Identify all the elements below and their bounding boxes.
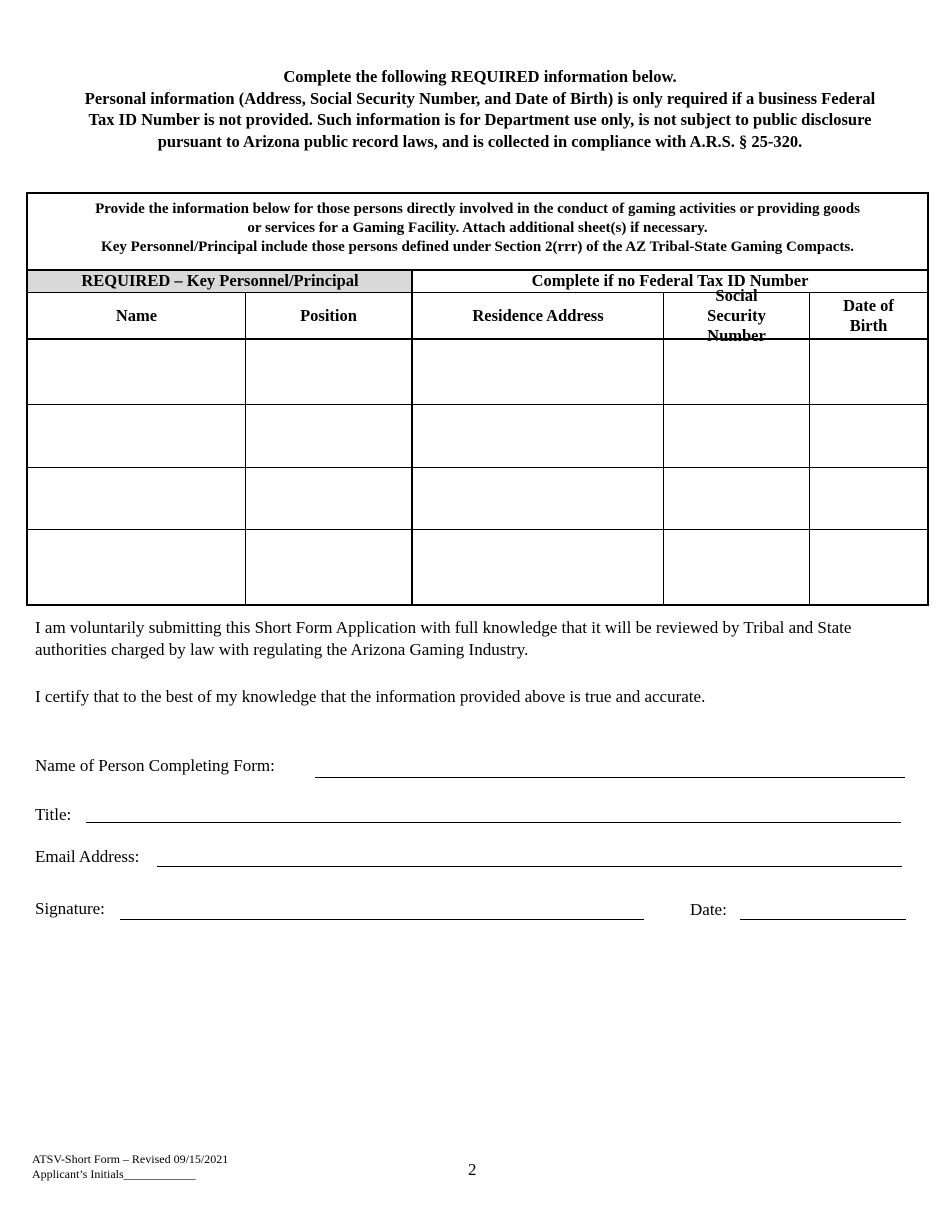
footer-form-id: ATSV-Short Form – Revised 09/15/2021 xyxy=(32,1152,229,1166)
title-field-line[interactable] xyxy=(86,822,901,823)
column-header-name: Name xyxy=(115,305,158,325)
table-cell-ssn[interactable] xyxy=(664,530,809,604)
email-field-line[interactable] xyxy=(157,866,902,867)
signature-field-label: Signature: xyxy=(35,899,105,918)
header-line-2: Personal information (Address, Social Security Number, and Date of Birth) is only required if a business Federal xyxy=(84,88,876,108)
instruction-line-1: Provide the information below for those persons directly involved in the conduct of gaming activities or providing goods xyxy=(95,201,860,217)
footer-form-info xyxy=(32,1152,228,1182)
voluntary-statement: I am voluntarily submitting this Short Form Application with full knowledge that it will be reviewed by Tribal and State authorities charged by law with regulating the Arizona Gaming Industry. xyxy=(35,618,852,659)
header-line-1: Complete the following REQUIRED information below. xyxy=(283,67,677,86)
page-number: 2 xyxy=(468,1160,477,1179)
key-personnel-table xyxy=(28,270,927,604)
table-cell-position[interactable] xyxy=(246,530,411,604)
table-cell-ssn[interactable] xyxy=(664,340,809,404)
table-cell-residence-address[interactable] xyxy=(413,468,663,529)
table-cell-position[interactable] xyxy=(246,468,411,529)
name-field-label: Name of Person Completing Form: xyxy=(35,756,275,775)
table-cell-name[interactable] xyxy=(28,530,245,604)
column-header-date-of-birth: Date of Birth xyxy=(843,295,894,335)
table-cell-date-of-birth[interactable] xyxy=(810,405,927,467)
table-cell-position[interactable] xyxy=(246,405,411,467)
title-field-label: Title: xyxy=(35,805,72,824)
table-cell-position[interactable] xyxy=(246,340,411,404)
table-cell-date-of-birth[interactable] xyxy=(810,530,927,604)
date-field-label: Date: xyxy=(690,900,727,919)
key-personnel-form-box xyxy=(26,192,929,606)
table-cell-name[interactable] xyxy=(28,405,245,467)
column-header-position: Position xyxy=(300,305,357,325)
email-field-label: Email Address: xyxy=(35,847,140,866)
name-field-line[interactable] xyxy=(315,777,905,778)
form-instructions xyxy=(28,200,927,257)
footer-applicant-initials: Applicant’s Initials____________ xyxy=(32,1167,196,1181)
date-field-line[interactable] xyxy=(740,919,906,920)
table-cell-ssn[interactable] xyxy=(664,468,809,529)
table-cell-residence-address[interactable] xyxy=(413,530,663,604)
table-cell-residence-address[interactable] xyxy=(413,340,663,404)
table-cell-date-of-birth[interactable] xyxy=(810,340,927,404)
column-header-residence-address: Residence Address xyxy=(472,305,604,325)
certification-statement: I certify that to the best of my knowledge that the information provided above is true and accurate. xyxy=(35,687,706,706)
no-tax-id-group-header: Complete if no Federal Tax ID Number xyxy=(531,271,809,290)
instruction-line-3: Key Personnel/Principal include those persons defined under Section 2(rrr) of the AZ Tribal-State Gaming Compacts. xyxy=(101,239,854,255)
table-cell-name[interactable] xyxy=(28,340,245,404)
column-header-social-security-number: Social Security Number xyxy=(707,285,766,345)
instruction-line-2: or services for a Gaming Facility. Attach additional sheet(s) if necessary. xyxy=(247,220,708,236)
required-group-header: REQUIRED – Key Personnel/Principal xyxy=(81,271,359,290)
table-cell-ssn[interactable] xyxy=(664,405,809,467)
page-header xyxy=(28,66,932,152)
signature-field-line[interactable] xyxy=(120,919,644,920)
header-line-3: Tax ID Number is not provided. Such information is for Department use only, is not subject to public disclosure xyxy=(88,110,872,129)
table-cell-residence-address[interactable] xyxy=(413,405,663,467)
header-line-4: pursuant to Arizona public record laws, and is collected in compliance with A.R.S. § 25-320. xyxy=(157,131,803,151)
table-cell-name[interactable] xyxy=(28,468,245,529)
table-cell-date-of-birth[interactable] xyxy=(810,468,927,529)
